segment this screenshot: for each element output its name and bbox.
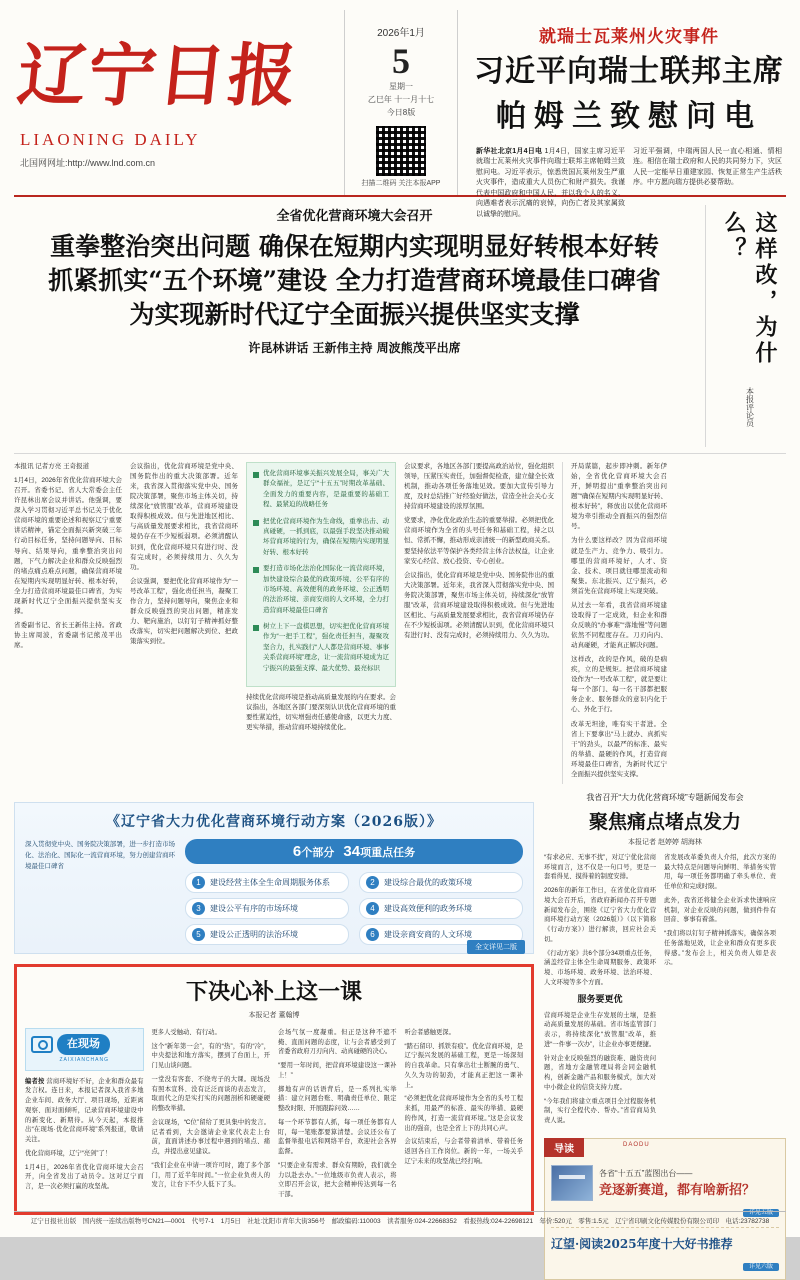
task-number: 4 [366,902,379,915]
task-label: 建设公正透明的法治环境 [210,929,298,939]
action-plan-task-list [185,872,523,945]
top-headline-para-1 [476,147,625,221]
top-headline-body [472,147,786,221]
press-c2-p3: “我们将以钉钉子精神抓落实，确保各项任务落地见效，让企业和群众有更多获得感。”发布会上，相关负责人如是表示。 [664,930,776,967]
top-headline-area [458,10,786,218]
feature-c3-p2: “要用一年时间，把营商环境建设这一课补上！” [278,1062,397,1079]
press-c2-p1: 省发展改革委负责人介绍，此次方案的最大特点是问题导向鲜明、举措务实管用，每一项任务都明确了牵头单位、责任单位和完成时限。 [664,853,776,891]
task-label: 建设公平有序的市场环境 [210,903,298,913]
task-number: 2 [366,876,379,889]
feature-c3-p1: 会场气氛一度凝重。但正是这种不遮不掩、直面问题的态度，让与会者感受到了省委省政府刀刃向内、动真碰硬的决心。 [278,1028,397,1056]
onsite-label: 在现场 [57,1034,110,1055]
lead-column-1 [14,462,122,784]
press-c1-p2: 2026年的新年工作日，在省优化营商环境大会召开后，省政府新闻办召开专题新闻发布会，围绕《辽宁省大力优化营商环境行动方案（2026版）》（以下简称《行动方案》）进行解读，回应社会关切。 [544,887,656,943]
lead-col2-para2: 会议强调，要把优化营商环境作为“一号改革工程”，强化责任担当，凝聚工作合力，坚持问题导向，聚焦企业和群众反映强烈的突出问题，精准发力、靶向施治，以钉钉子精神抓好整改落实，切实把问题解决到位、把政策落实到位。 [130,577,238,646]
issue-day: 5 [392,41,410,81]
feature-column-3 [278,1028,397,1204]
feature-c4-p3: “必须把优化营商环境作为全省的头号工程来抓，用最严的标准、最实的举措、最硬的作风，打造一流营商环境。”这是会议发出的强音，也是全省上下的共同心声。 [404,1095,523,1132]
lead-story-columns [14,462,786,784]
editor-note [25,1077,144,1145]
scheme-and-press-row [14,792,786,1280]
feature-column-2 [152,1028,271,1204]
task-number: 6 [366,928,379,941]
scheme-wrapper [14,792,534,1280]
press-c1-p1: “有求必应、无事不扰”，对辽宁优化营商环境而言，这不仅是一句口号，更是一套看得见、摸得着的制度安排。 [544,853,656,881]
full-version-link[interactable]: 全文详见二版 [467,940,525,954]
action-plan-infographic [14,802,534,954]
lead-story-title-1: 重拳整治突出问题 确保在短期内实现明显好转根本好转 [50,232,659,261]
press-conference-story [544,792,786,1280]
action-plan-title: 《辽宁省大力优化营商环境行动方案（2026版）》 [106,813,442,830]
feature-c3-p4: 每一个环节都有人抓，每一项任务都有人盯，每一笔账都要算清楚。会议还公布了监督举报电话和网络平台，欢迎社会各界监督。 [278,1118,397,1156]
commentary-para-5: 改革无坦途，唯有实干者进。全省上下要拿出“马上就办、真抓实干”的劲头，以最严的标准、最实的举措、最硬的作风，打造营商环境最佳口碑省，为新时代辽宁全面振兴提供坚实支撑。 [571,720,667,778]
action-plan-body [25,839,523,945]
lead-col2-para1: 会议指出，优化营商环境是党中央、国务院作出的重大决策部署。近年来，我省深入贯彻落实党中央、国务院决策部署，聚焦市场主体关切，持续深化“放管服”改革，营商环境建设取得积极成效。但与先进地区相比、与高质量发展要求相比，我省营商环境仍存在不少短板弱项。必须清醒认识到，优化营商环境只有进行时、没有完成时，必须持续用力、久久为功。 [130,463,238,571]
press-c1-p4: 营商环境是企业生存发展的土壤，是推动高质量发展的基础。省市场监管部门表示，将持续深化“放管服”改革，推进“一件事一次办”，让企业办事更便捷。 [544,1011,656,1048]
feature-columns [25,1028,523,1204]
press-column-1 [544,853,656,1130]
qr-code-icon[interactable] [376,126,426,176]
task-item [185,924,349,945]
press-c1-p6: “今年我们将建立重点项目全过程服务机制，实行全程代办、帮办。”省营商局负责人说。 [544,1097,656,1125]
lead-story-band [14,205,786,447]
daodu-item1-page-link[interactable]: 详见五版 [743,1209,779,1217]
feature-c2-p3: 一堂没有客套、不绕弯子的大课。现场没有照本宣科、没有泛泛而谈的表态发言，取而代之的是实打实的问题剖析和硬碰硬的整改举措。 [151,1075,270,1113]
lead-story-title-2: 抓紧抓实“五个环境”建设 全力打造营商环境最佳口碑省 [48,265,661,295]
bullet-square-icon [253,567,259,573]
daodu-item-2[interactable] [551,1227,779,1252]
key-point-item [253,564,389,616]
commentary-column [562,462,667,784]
top-headline-para-2: 习近平强调，中瑞两国人民一直心相通、情相连。相信在瑞士政府和人民的共同努力下，灾区人民一定能早日重建家园、恢复正常生产生活秩序。中方愿向瑞方提供必要帮助。 [633,147,782,186]
feature-c1-p1: 优化营商环境，辽宁“亮剑”了！ [25,1149,112,1157]
top-headline-kicker: 就瑞士瓦莱州火灾事件 [539,27,719,47]
press-columns [544,853,786,1130]
press-title: 聚焦痛点堵点发力 [588,810,741,833]
daodu-label-en: DAODU [623,1141,650,1148]
lead-column-4 [404,462,554,784]
lead-story-headline-block [14,205,706,447]
lead-col1-para1: 1月4日，2026年省优化营商环境大会召开。省委书记、省人大常委会主任许昆林出席会议并讲话。他强调，要深入学习贯彻习近平总书记关于优化营商环境的重要论述和视察辽宁重要讲话精神，锚定全面振兴新突破三年行动目标任务，坚持问题导向、目标导向、结果导向，重拳整治突出问题，下气力解决企业和群众反映强烈的堵点痛点难点问题，确保营商环境在短期内实现明显好转、根本好转，全力打造营商环境最佳口碑省，为实现新时代辽宁全面振兴提供坚实支撑。 [14,477,122,615]
commentary-para-2: 为什么要这样改？因为营商环境就是生产力、竞争力、吸引力。哪里的营商环境好，人才、资金、技术、项目就往哪里流动和聚集。东北振兴、辽宁振兴，必须首先在营商环境上实现突破。 [571,537,667,595]
feature-c1-p2: 1月4日，2026年省优化营商环境大会召开，向全省发出了动员令。这对辽宁而言，是一次必须打赢的攻坚战。 [25,1163,144,1191]
feature-column-1 [25,1028,144,1204]
feature-c2-p1: 更多人受触动、有行动。 [151,1028,221,1036]
bullet-square-icon [253,472,259,478]
feature-c2-p4: 会议现场，“C位”留给了更具集中的发言。记者看到，大会邀请企业家代表走上台前，直面讲述办事过程中遇到的堵点、痛点，并提出意见建议。 [151,1118,270,1156]
lead-column-3-box [246,462,396,784]
task-label: 建设经营主体全生命周期服务体系 [210,877,330,887]
key-point-text: 优化营商环境事关振兴发展全局，事关广大群众福祉，是辽宁“十五五”时期改革基础、全面发力的重要内容，是最重要的基础工程、最紧迫的战略任务 [263,470,389,509]
parts-label: 个部分 [301,846,335,859]
lead-story-byline: 许昆林讲话 王新伟主持 周波熊茂平出席 [248,341,461,356]
qr-caption: 扫描二维码 关注本报APP [361,180,441,187]
parts-count: 6 [292,842,302,860]
task-label: 建设亲商安商的人文环境 [384,929,472,939]
press-c1-p3: 《行动方案》共6个部分34项重点任务，涵盖经营主体全生命周期服务、政策环境、市场环境、政务环境、法治环境、人文环境等多个方面。 [544,949,656,986]
editor-note-text: 营商环境好不好，企业和群众最有发言权。连日来，本报记者深入我省多地企业车间、政务大厅、项目现场，近距离观察、面对面倾听，记录营商环境建设中的新变化、新期待。从今天起，本报推出“在现场·优化营商环境”系列报道，敬请关注。 [25,1077,144,1144]
feature-column-4 [405,1028,524,1204]
lead-col3-para: 持续优化营商环境是推动高质量发展的内在要求。会议指出，各地区各部门要深刻认识优化营商环境的重要性紧迫性，切实增强责任感使命感，以更大力度、更实举措，推动营商环境持续优化。 [246,694,396,732]
newspaper-logo-en: LIAONING DAILY [20,130,201,149]
daodu-item1-title: 竞逐新赛道，都有啥新招？ [599,1182,756,1198]
lead-text-1: 1月4日，国家主席习近平就瑞士瓦莱州火灾事件向瑞士联邦主席帕姆兰致慰问电。习近平表示，惊悉贵国瓦莱州发生严重火灾事件，造成重大人员伤亡和财产损失。我谨代表中国政府和中国人民，并以我个人的名义，向遇难者表示沉痛的哀悼，向伤亡者及其家属致以诚挚的慰问。 [476,147,625,218]
feature-c3-p3: 掷地有声的话语背后，是一系列扎实举措：建立问题台账、明确责任单位、限定整改时限、开展跟踪问效…… [278,1085,397,1113]
divider [14,453,786,454]
masthead-logo-area [14,10,344,195]
task-label: 建设综合最优的政策环境 [384,877,472,887]
commentary-headline-block [706,205,786,447]
onsite-badge-box [25,1028,144,1071]
daodu-box [544,1138,786,1280]
onsite-badge [31,1034,138,1055]
top-headline-line2: 帕姆兰致慰问电 [496,98,762,134]
task-label: 建设高效便利的政务环境 [384,903,472,913]
commentary-para-1: 开局谋篇，起步即冲刺。新年伊始，全省优化营商环境大会召开，鲜明提出“重拳整治突出问题”“确保在短期内实现明显好转、根本好转”，释放出以优化营商环境为牵引推动全面振兴的强烈信号。 [571,463,667,531]
task-item [359,898,523,919]
feature-title: 下决心补上这一课 [185,978,362,1005]
daodu-item1-kicker: 各省“十五五”蓝图出台—— [599,1168,693,1178]
press-subhead: 服务要更优 [577,993,623,1004]
lead-col4-para3: 会议指出，优化营商环境是党中央、国务院作出的重大决策部署。近年来，我省深入贯彻落实党中央、国务院决策部署，聚焦市场主体关切，持续深化“放管服”改革，营商环境建设取得积极成效。但与先进地区相比、与高质量发展要求相比，我省营商环境仍存在不少短板弱项。必须清醒认识到，优化营商环境只有进行时、没有完成时，必须持续用力、久久为功。 [404,571,554,639]
key-point-item [253,517,389,559]
action-plan-counts [185,839,523,864]
issue-lunar-date: 乙巳年 十一月十七 [367,95,435,104]
lead-story-pretitle: 全省优化营商环境大会召开 [276,209,433,224]
feature-c4-p4: 会议结束后，与会者带着清单、带着任务返回各自工作岗位。新的一年，一场关乎辽宁未来的攻坚战已经打响。 [404,1138,523,1165]
commentary-title: 这样改，为什么？ [721,211,778,367]
lead-col1-para2: 省委副书记、省长王新伟主持。省政协主席周波，省委副书记熊茂平出席。 [14,621,122,650]
onsite-pinyin: ZAIXIANCHANG [59,1056,109,1063]
press-c1-p5: 针对企业反映强烈的融资难、融资贵问题，省地方金融管理局将会同金融机构，创新金融产品和服务模式，加大对中小微企业的信贷支持力度。 [544,1054,656,1091]
issue-page-count: 今日8版 [386,108,416,117]
task-number: 3 [192,902,205,915]
lead-col4-para2: 党要求，净化优化政治生态的重要举措。必须把优化营商环境作为全省的头号任务和基础工程，持之以恒、常抓不懈，推动形成亲清统一的新型政商关系。要坚持依法平等保护各类经营主体合法权益，让企业家安心经营、放心投资、专心创业。 [404,517,554,565]
daodu-label: 导读 [544,1138,584,1157]
task-item [185,872,349,893]
bullet-square-icon [253,520,259,526]
feature-story-box [14,964,534,1215]
daodu-item-1[interactable] [551,1165,779,1201]
key-point-text: 要打造市场化法治化国际化一流营商环境，加快建设综合最优的政策环境、公平有序的市场环境、高效便利的政务环境、公正透明的法治环境、亲商安商的人文环境，全力打造营商环境最佳口碑省 [263,565,389,614]
key-point-text: 把优化营商环境作为生命线，重拳出击、动真碰硬，一抓到底，以最强手段坚决推动破坏营商环境的行为，确保在短期内实现明显好转、根本好转 [263,517,389,556]
task-number: 5 [192,928,205,941]
action-plan-tasks-area [185,839,523,945]
tasks-count: 34 [343,842,361,860]
feature-c2-p5: “我们企业在申请一项许可时，跑了多个部门，用了近半年时间。”一位企业负责人的发言，让台下不少人低下了头。 [151,1161,270,1189]
editor-note-label: 编者按 [25,1077,45,1085]
commentary-para-4: 这样改，改的是作风，破的是痼疾，立的是规矩。把营商环境建设作为“一号改革工程”，就是要让每一个部门、每一名干部都把服务企业、服务群众的意识内化于心、外化于行。 [571,656,667,714]
top-headline-line1: 习近平向瑞士联邦主席 [474,54,784,89]
masthead-date-block [344,10,458,195]
press-c2-p2: 此外，我省还将健全企业诉求快速响应机制，对企业反映的问题，做到件件有回音、事事有着落。 [664,896,776,924]
key-point-item [253,622,389,674]
feature-byline: 本报记者 董翰博 [248,1011,300,1019]
bullet-square-icon [253,625,259,631]
task-item [185,898,349,919]
newspaper-logo: 辽宁日报 [13,36,303,116]
feature-c3-p5: “只要企业有需求、群众有期盼，我们就全力以赴去办。”一位地级市负责人表示，将立即召开会议，把大会精神传达到每一名干部。 [278,1161,397,1199]
task-item [359,872,523,893]
daodu-item2-page-link[interactable]: 详见六版 [743,1263,779,1271]
feature-c2-p2: 这个“新年第一会”，有的“热”，有的“冷”，中央提法和地方落实，摆到了台面上，开门见山谈问题。 [151,1042,270,1070]
lead-source: 本报讯 记者方亮 王奇报道 [14,463,90,470]
press-kicker: 我省召开“大力优化营商环境”专题新闻发布会 [586,792,744,802]
lead-col4-para1: 会议要求，各地区各部门要提高政治站位，强化组织领导，压紧压实责任，加强督促检查，建立健全长效机制，推动各项任务落地见效。要加大宣传引导力度，及时总结推广好经验好做法，营造全社会关心支持营商环境建设的浓厚氛围。 [404,463,554,511]
daodu-thumbnail-icon [551,1165,593,1201]
task-number: 1 [192,876,205,889]
key-point-text: 树立上下一盘棋思想，切实把优化营商环境作为“一把手工程”，强化责任担当，凝聚攻坚合力，扎实践行“人人都是营商环境、事事关系营商环境”理念，让一流营商环境成为辽宁振兴的最强支撑、最大优势、最亮标识 [263,623,389,672]
daodu-item2-title: 辽望·阅读2025年度十大好书推荐 [551,1236,733,1251]
commentary-author: 本报评论员 [745,387,755,427]
feature-c4-p2: “踏石留印、抓铁有痕”。优化营商环境，是辽宁振兴发展的基础工程，更是一场深刻的自我革命。只有拿出壮士断腕的勇气、久久为功的韧劲，才能真正把这一课补上。 [404,1042,523,1089]
feature-c4-p1: 听会者感触更深。 [404,1028,455,1036]
key-point-item [253,469,389,511]
commentary-para-3: 从过去一年看，我省营商环境建设取得了一定成效，但企业和群众反映的“办事难”“落地慢”等问题依然不同程度存在。刀刃向内、动真碰硬，才能真正解决问题。 [571,601,667,650]
lead-story-title-3: 为实现新时代辽宁全面振兴提供坚实支撑 [129,299,580,329]
action-plan-intro: 深入贯彻党中央、国务院决策部署，进一步打造市场化、法治化、国际化一流营商环境，努力创建营商环境最佳口碑省 [25,840,175,870]
issue-month: 2026年1月 [377,28,425,39]
press-column-2 [664,853,776,1130]
tasks-label: 项重点任务 [360,846,416,859]
page-footer: 辽宁日报社出版 国内统一连续出版物号CN21—0001 代号7-1 1月5日 社址:沈阳市青年大街356号 邮政编码:110003 读者服务:024-22668352 看报热线:024-22698121 年价:520元 零售:1.5元 辽宁省印刷文化传媒股份有限公司印 电话:23782738 [14,1211,786,1225]
camera-icon [31,1036,53,1053]
dateline: 新华社北京1月4日电 [476,147,543,155]
press-byline: 本报记者 赵婷婷 胡海林 [628,838,702,846]
key-points-box [246,462,396,687]
lead-column-2 [130,462,238,784]
newspaper-website: 北国网网址:http://www.lnd.com.cn [20,158,156,168]
issue-weekday: 星期一 [389,82,413,91]
